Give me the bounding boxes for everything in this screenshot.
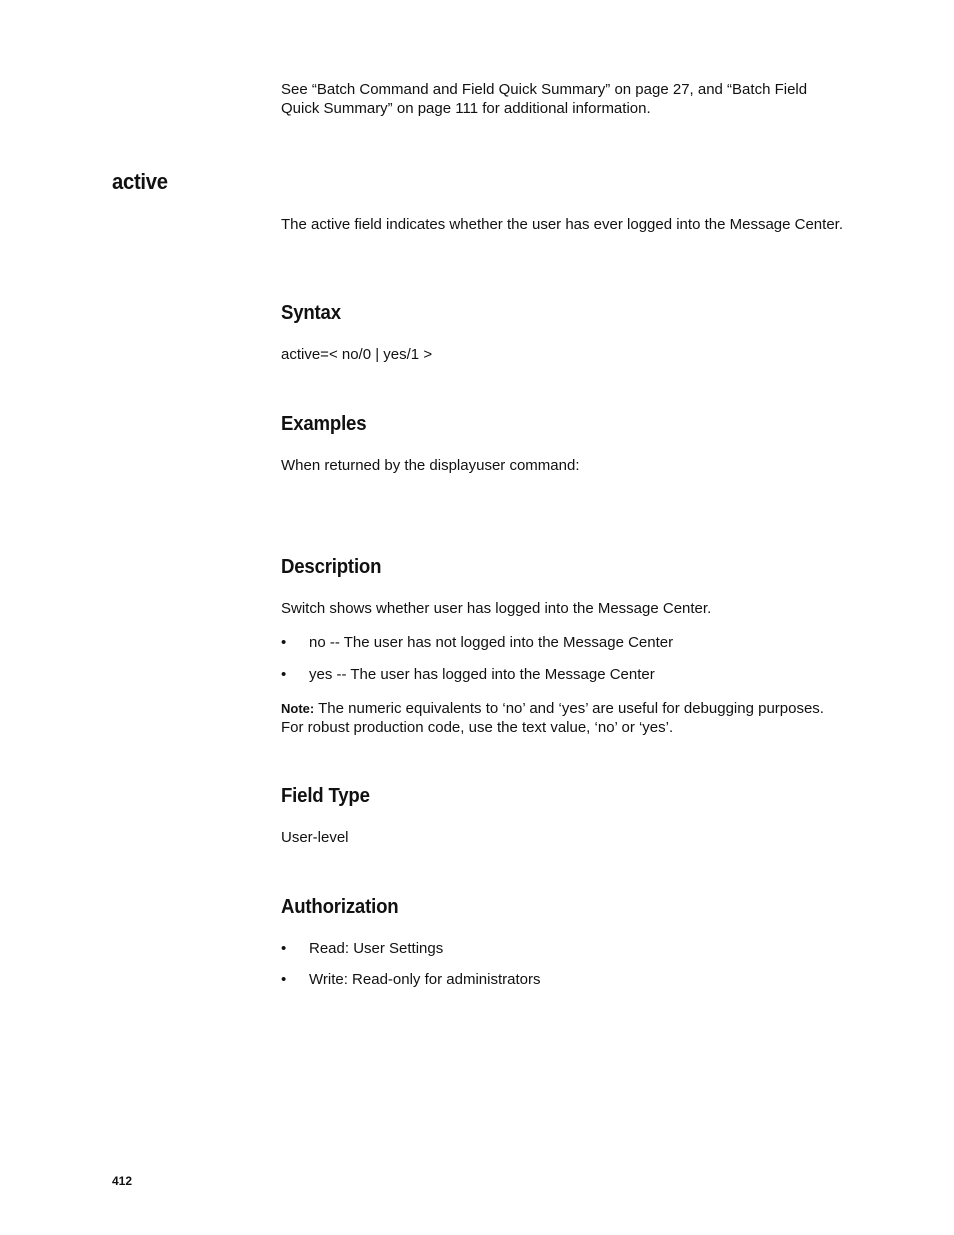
bullet-icon: •	[281, 634, 287, 651]
intro-paragraph: See “Batch Command and Field Quick Summary” on page 27, and “Batch Field Quick Summary” on page 111 for additional information.	[281, 81, 808, 117]
section-description: The active field indicates whether the user has ever logged into the Message Center.	[281, 216, 843, 233]
bullet-icon: •	[281, 971, 287, 988]
note-text: The numeric equivalents to ‘no’ and ‘yes’ are useful for debugging purposes. For robust production code, use the text value, ‘no’ or ‘yes’.	[281, 700, 824, 736]
syntax-text: active=< no/0 | yes/1 >	[281, 346, 433, 363]
description-text: Switch shows whether user has logged into the Message Center.	[281, 600, 712, 617]
note-label: Note:	[281, 701, 315, 716]
bullet-icon: •	[281, 940, 287, 957]
description-heading: Description	[281, 556, 382, 578]
syntax-heading: Syntax	[281, 302, 341, 324]
bullet-icon: •	[281, 666, 287, 683]
examples-text: When returned by the displayuser command:	[281, 457, 580, 474]
field-type-heading: Field Type	[281, 785, 370, 807]
list-item-text: no -- The user has not logged into the Message Center	[309, 634, 674, 651]
examples-heading: Examples	[281, 413, 367, 435]
field-type-text: User-level	[281, 829, 349, 846]
page-number: 412	[112, 1174, 133, 1188]
list-item-text: Write: Read-only for administrators	[309, 971, 541, 988]
list-item-text: yes -- The user has logged into the Message Center	[309, 666, 655, 683]
section-title: active	[112, 169, 168, 194]
authorization-heading: Authorization	[281, 896, 399, 918]
note-paragraph	[281, 699, 846, 737]
list-item-text: Read: User Settings	[309, 940, 444, 957]
